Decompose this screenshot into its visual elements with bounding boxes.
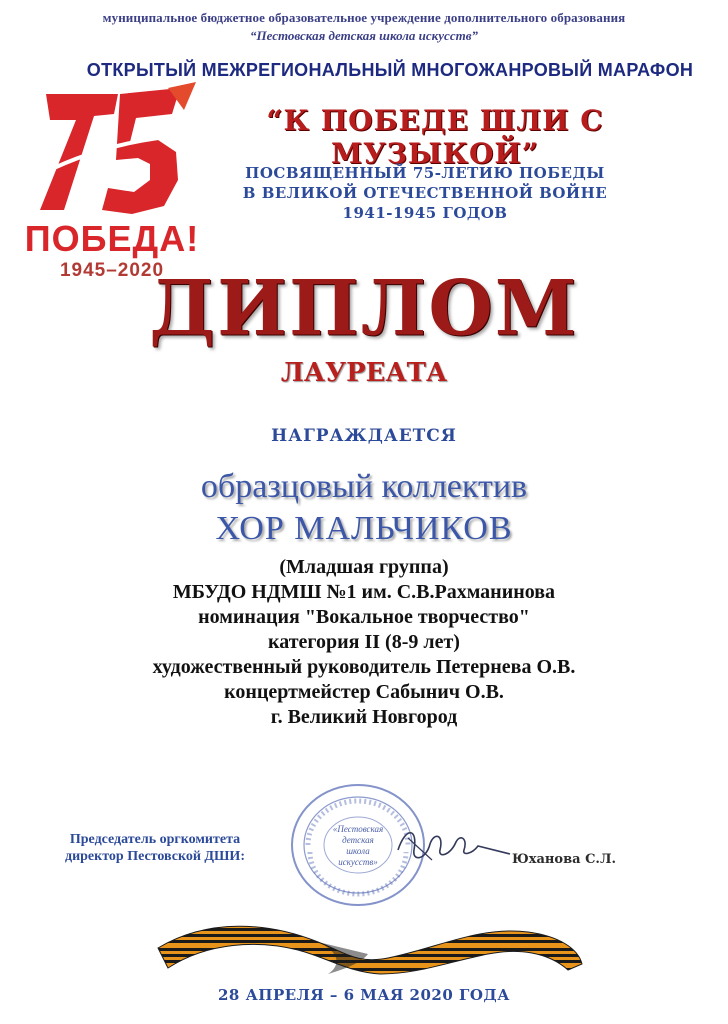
seal-text: искусств» [338,857,378,867]
event-dates: 28 АПРЕЛЯ – 6 МАЯ 2020 ГОДА [217,986,510,1004]
recipient-detail: номинация "Вокальное творчество" [198,606,530,628]
handwritten-signature [392,820,512,870]
signatory-title-line-1: Председатель оргкомитета [69,832,241,847]
recipient-detail: художественный руководитель Петернева О.В. [152,656,576,678]
logo-victory-word: ПОБЕДА! [24,218,200,259]
marathon-title: ОТКРЫТЫЙ МЕЖРЕГИОНАЛЬНЫЙ МНОГОЖАНРОВЫЙ МАРАФОН [86,60,694,80]
st-george-ribbon [148,908,588,978]
seal-text: «Пестовская [332,824,384,834]
recipient-detail: (Младшая группа) [279,556,449,578]
organization-line-2: “Пестовская детская школа искусств” [249,28,479,43]
awarded-label: НАГРАЖДАЕТСЯ [271,426,457,446]
dedication-line-2: В ВЕЛИКОЙ ОТЕЧЕСТВЕННОЙ ВОЙНЕ [242,184,608,202]
laureate-subheading: ЛАУРЕАТА [280,358,448,388]
recipient-name: ХОР МАЛЬЧИКОВ [215,510,513,547]
seal-text: школа [346,846,370,856]
recipient-detail: МБУДО НДМШ №1 им. С.В.Рахманинова [172,581,556,603]
recipient-collective: образцовый коллектив [200,468,528,505]
recipient-detail: г. Великий Новгород [270,706,458,728]
signatory-name: Юханова С.Л. [512,852,616,867]
signatory-title-line-2: директор Пестовской ДШИ: [65,849,245,864]
diploma-heading: ДИПЛОМ [149,265,579,353]
dedication-line-1: ПОСВЯЩЕННЫЙ 75-ЛЕТИЮ ПОБЕДЫ [245,164,605,182]
recipient-detail: концертмейстер Сабынич О.В. [224,681,504,703]
dedication-line-3: 1941-1945 ГОДОВ [342,204,508,222]
logo-years: 1945–2020 [59,260,165,281]
organization-line-1: муниципальное бюджетное образовательное учреждение дополнительного образования [102,10,626,25]
number-75-graphic [30,82,196,214]
seal-text: детская [342,835,374,845]
recipient-detail: категория II (8-9 лет) [268,631,460,653]
marathon-slogan: “К ПОБЕДЕ ШЛИ С МУЗЫКОЙ” [266,104,604,170]
